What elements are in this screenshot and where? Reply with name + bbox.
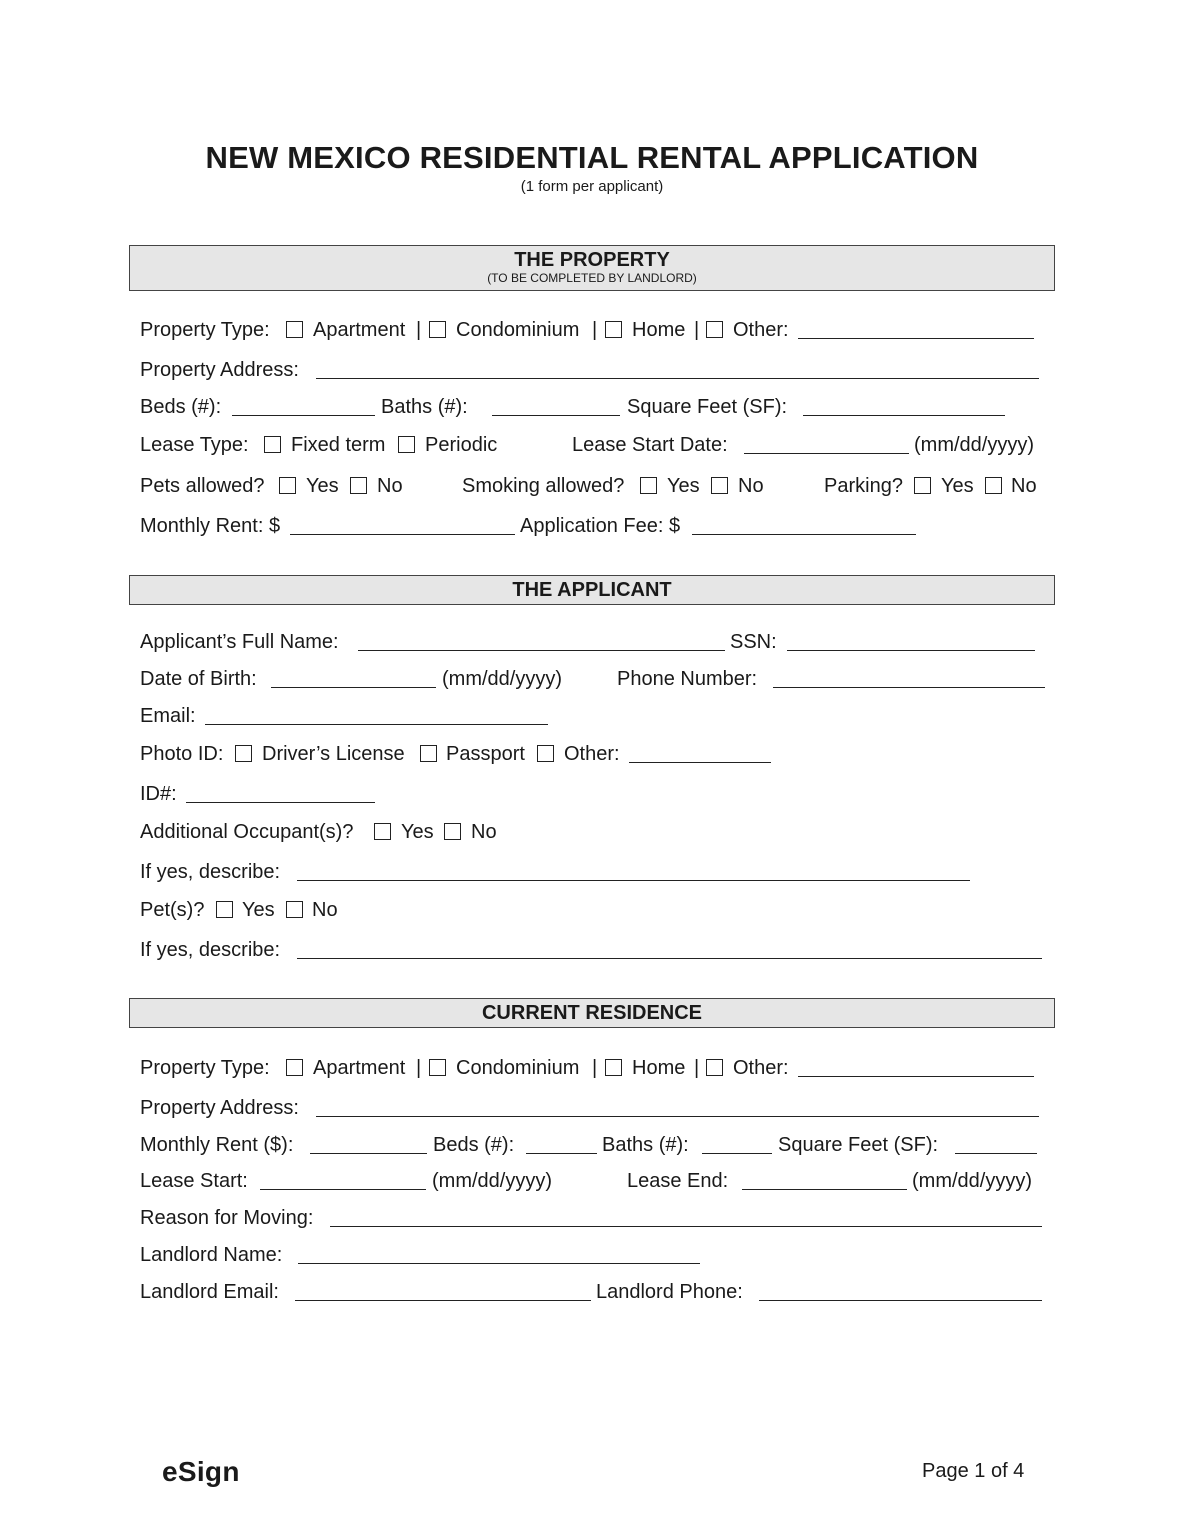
field-label: Email:	[140, 705, 196, 727]
field-label: Additional Occupant(s)?	[140, 821, 354, 843]
field-label: Applicant’s Full Name:	[140, 631, 339, 653]
field-label: Pet(s)?	[140, 899, 205, 921]
pets-yes-checkbox[interactable]	[216, 901, 233, 918]
beds-baths-row	[140, 392, 1050, 422]
option-label: Other:	[733, 1057, 789, 1079]
option-label: No	[738, 475, 764, 497]
field-label: Baths (#):	[381, 396, 468, 418]
address-input-line[interactable]	[316, 1116, 1039, 1117]
condominium-checkbox[interactable]	[429, 1059, 446, 1076]
home-checkbox[interactable]	[605, 321, 622, 338]
field-label: Property Type:	[140, 1057, 270, 1079]
full-name-input-line[interactable]	[358, 650, 725, 651]
monthly-rent-input-line[interactable]	[310, 1153, 427, 1154]
dob-phone-row	[140, 664, 1050, 694]
option-label: No	[312, 899, 338, 921]
dob-input-line[interactable]	[271, 687, 436, 688]
pets-no-checkbox[interactable]	[350, 477, 367, 494]
field-label: Landlord Name:	[140, 1244, 283, 1266]
pets-row	[140, 895, 1050, 925]
section-header-property	[129, 245, 1055, 291]
property-type-row	[140, 315, 1050, 345]
lease-start-input-line[interactable]	[260, 1189, 426, 1190]
landlord-name-row	[140, 1240, 1050, 1270]
residence-address-row	[140, 1093, 1050, 1123]
address-input-line[interactable]	[316, 378, 1039, 379]
option-label: No	[471, 821, 497, 843]
section-header-applicant	[129, 575, 1055, 605]
landlord-email-input-line[interactable]	[295, 1300, 591, 1301]
section-subtitle: (TO BE COMPLETED BY LANDLORD)	[487, 271, 697, 285]
field-label: Landlord Email:	[140, 1281, 279, 1303]
field-label: Photo ID:	[140, 743, 224, 765]
field-label: Baths (#):	[602, 1134, 689, 1156]
apartment-checkbox[interactable]	[286, 1059, 303, 1076]
field-label: Application Fee: $	[520, 515, 681, 537]
id-number-row	[140, 779, 1050, 809]
allowances-row	[140, 471, 1050, 501]
baths-input-line[interactable]	[492, 415, 620, 416]
sqft-input-line[interactable]	[955, 1153, 1037, 1154]
option-label: Passport	[446, 743, 525, 765]
field-label: Property Type:	[140, 319, 270, 341]
monthly-rent-input-line[interactable]	[290, 534, 515, 535]
option-label: No	[1011, 475, 1037, 497]
field-label: Parking?	[824, 475, 903, 497]
baths-input-line[interactable]	[702, 1153, 772, 1154]
pets-describe-row	[140, 935, 1050, 965]
separator: |	[592, 319, 598, 341]
option-label: Apartment	[313, 319, 406, 341]
option-label: Fixed term	[291, 434, 386, 456]
option-label: Other:	[733, 319, 789, 341]
page-number: Page 1 of 4	[922, 1460, 1025, 1482]
date-format-hint: (mm/dd/yyyy)	[442, 668, 562, 690]
drivers-license-checkbox[interactable]	[235, 745, 252, 762]
email-row	[140, 701, 1050, 731]
smoking-yes-checkbox[interactable]	[640, 477, 657, 494]
photo-id-other-input-line[interactable]	[629, 762, 771, 763]
document-subtitle: (1 form per applicant)	[520, 178, 664, 195]
occupants-row	[140, 817, 1050, 847]
separator: |	[694, 319, 700, 341]
photo-id-other-checkbox[interactable]	[537, 745, 554, 762]
field-label: Lease Start:	[140, 1170, 248, 1192]
passport-checkbox[interactable]	[420, 745, 437, 762]
other-checkbox[interactable]	[706, 321, 723, 338]
landlord-contact-row	[140, 1277, 1050, 1307]
application-fee-input-line[interactable]	[692, 534, 916, 535]
date-format-hint: (mm/dd/yyyy)	[914, 434, 1034, 456]
pets-yes-checkbox[interactable]	[279, 477, 296, 494]
reason-input-line[interactable]	[330, 1226, 1042, 1227]
parking-no-checkbox[interactable]	[985, 477, 1002, 494]
field-label: Phone Number:	[617, 668, 758, 690]
pets-describe-input-line[interactable]	[297, 958, 1042, 959]
field-label: If yes, describe:	[140, 861, 281, 883]
residence-lease-row	[140, 1166, 1050, 1196]
field-label: Lease End:	[627, 1170, 729, 1192]
field-label: Beds (#):	[433, 1134, 515, 1156]
option-label: Yes	[306, 475, 339, 497]
field-label: Reason for Moving:	[140, 1207, 314, 1229]
residence-details-row	[140, 1130, 1050, 1160]
field-label: Beds (#):	[140, 396, 222, 418]
fixed-term-checkbox[interactable]	[264, 436, 281, 453]
email-input-line[interactable]	[205, 724, 548, 725]
field-label: Property Address:	[140, 1097, 299, 1119]
option-label: Yes	[242, 899, 275, 921]
field-label: Landlord Phone:	[596, 1281, 743, 1303]
separator: |	[416, 1057, 422, 1079]
section-title: THE APPLICANT	[512, 579, 672, 601]
field-label: Lease Type:	[140, 434, 249, 456]
other-input-line[interactable]	[798, 1076, 1034, 1077]
residence-type-row	[140, 1053, 1050, 1083]
esign-logo: eSign	[162, 1456, 240, 1487]
document-title: NEW MEXICO RESIDENTIAL RENTAL APPLICATION	[205, 140, 979, 175]
option-label: No	[377, 475, 403, 497]
option-label: Home	[632, 1057, 686, 1079]
field-label: Pets allowed?	[140, 475, 265, 497]
periodic-checkbox[interactable]	[398, 436, 415, 453]
home-checkbox[interactable]	[605, 1059, 622, 1076]
field-label: Property Address:	[140, 359, 299, 381]
other-input-line[interactable]	[798, 338, 1034, 339]
beds-input-line[interactable]	[232, 415, 375, 416]
separator: |	[416, 319, 422, 341]
field-label: ID#:	[140, 783, 177, 805]
option-label: Yes	[667, 475, 700, 497]
section-header-residence	[129, 998, 1055, 1028]
option-label: Yes	[401, 821, 434, 843]
field-label: Monthly Rent: $	[140, 515, 281, 537]
option-label: Driver’s License	[262, 743, 405, 765]
landlord-phone-input-line[interactable]	[759, 1300, 1042, 1301]
phone-input-line[interactable]	[773, 687, 1045, 688]
reason-row	[140, 1203, 1050, 1233]
field-label: Lease Start Date:	[572, 434, 728, 456]
option-label: Condominium	[456, 1057, 580, 1079]
field-label: Date of Birth:	[140, 668, 257, 690]
lease-end-input-line[interactable]	[742, 1189, 907, 1190]
field-label: Smoking allowed?	[462, 475, 625, 497]
beds-input-line[interactable]	[526, 1153, 597, 1154]
field-label: If yes, describe:	[140, 939, 281, 961]
occupants-describe-row	[140, 857, 1050, 887]
separator: |	[694, 1057, 700, 1079]
option-label: Apartment	[313, 1057, 406, 1079]
smoking-no-checkbox[interactable]	[711, 477, 728, 494]
landlord-name-input-line[interactable]	[298, 1263, 700, 1264]
field-label: Square Feet (SF):	[627, 396, 788, 418]
section-title: THE PROPERTY	[514, 249, 670, 271]
field-label: Square Feet (SF):	[778, 1134, 939, 1156]
field-label: SSN:	[730, 631, 777, 653]
option-label: Home	[632, 319, 686, 341]
sqft-input-line[interactable]	[803, 415, 1005, 416]
occupants-yes-checkbox[interactable]	[374, 823, 391, 840]
property-address-row	[140, 355, 1050, 385]
other-checkbox[interactable]	[706, 1059, 723, 1076]
lease-start-input-line[interactable]	[744, 453, 909, 454]
applicant-name-row	[140, 627, 1050, 657]
condominium-checkbox[interactable]	[429, 321, 446, 338]
occupants-describe-input-line[interactable]	[297, 880, 970, 881]
date-format-hint: (mm/dd/yyyy)	[912, 1170, 1032, 1192]
option-label: Yes	[941, 475, 974, 497]
parking-yes-checkbox[interactable]	[914, 477, 931, 494]
ssn-input-line[interactable]	[787, 650, 1035, 651]
field-label: Monthly Rent ($):	[140, 1134, 294, 1156]
option-label: Other:	[564, 743, 620, 765]
lease-type-row	[140, 430, 1050, 460]
apartment-checkbox[interactable]	[286, 321, 303, 338]
option-label: Condominium	[456, 319, 580, 341]
option-label: Periodic	[425, 434, 498, 456]
date-format-hint: (mm/dd/yyyy)	[432, 1170, 552, 1192]
id-number-input-line[interactable]	[186, 802, 375, 803]
photo-id-row	[140, 739, 1050, 769]
rent-fee-row	[140, 511, 1050, 541]
occupants-no-checkbox[interactable]	[444, 823, 461, 840]
separator: |	[592, 1057, 598, 1079]
section-title: CURRENT RESIDENCE	[481, 1002, 703, 1024]
pets-no-checkbox[interactable]	[286, 901, 303, 918]
